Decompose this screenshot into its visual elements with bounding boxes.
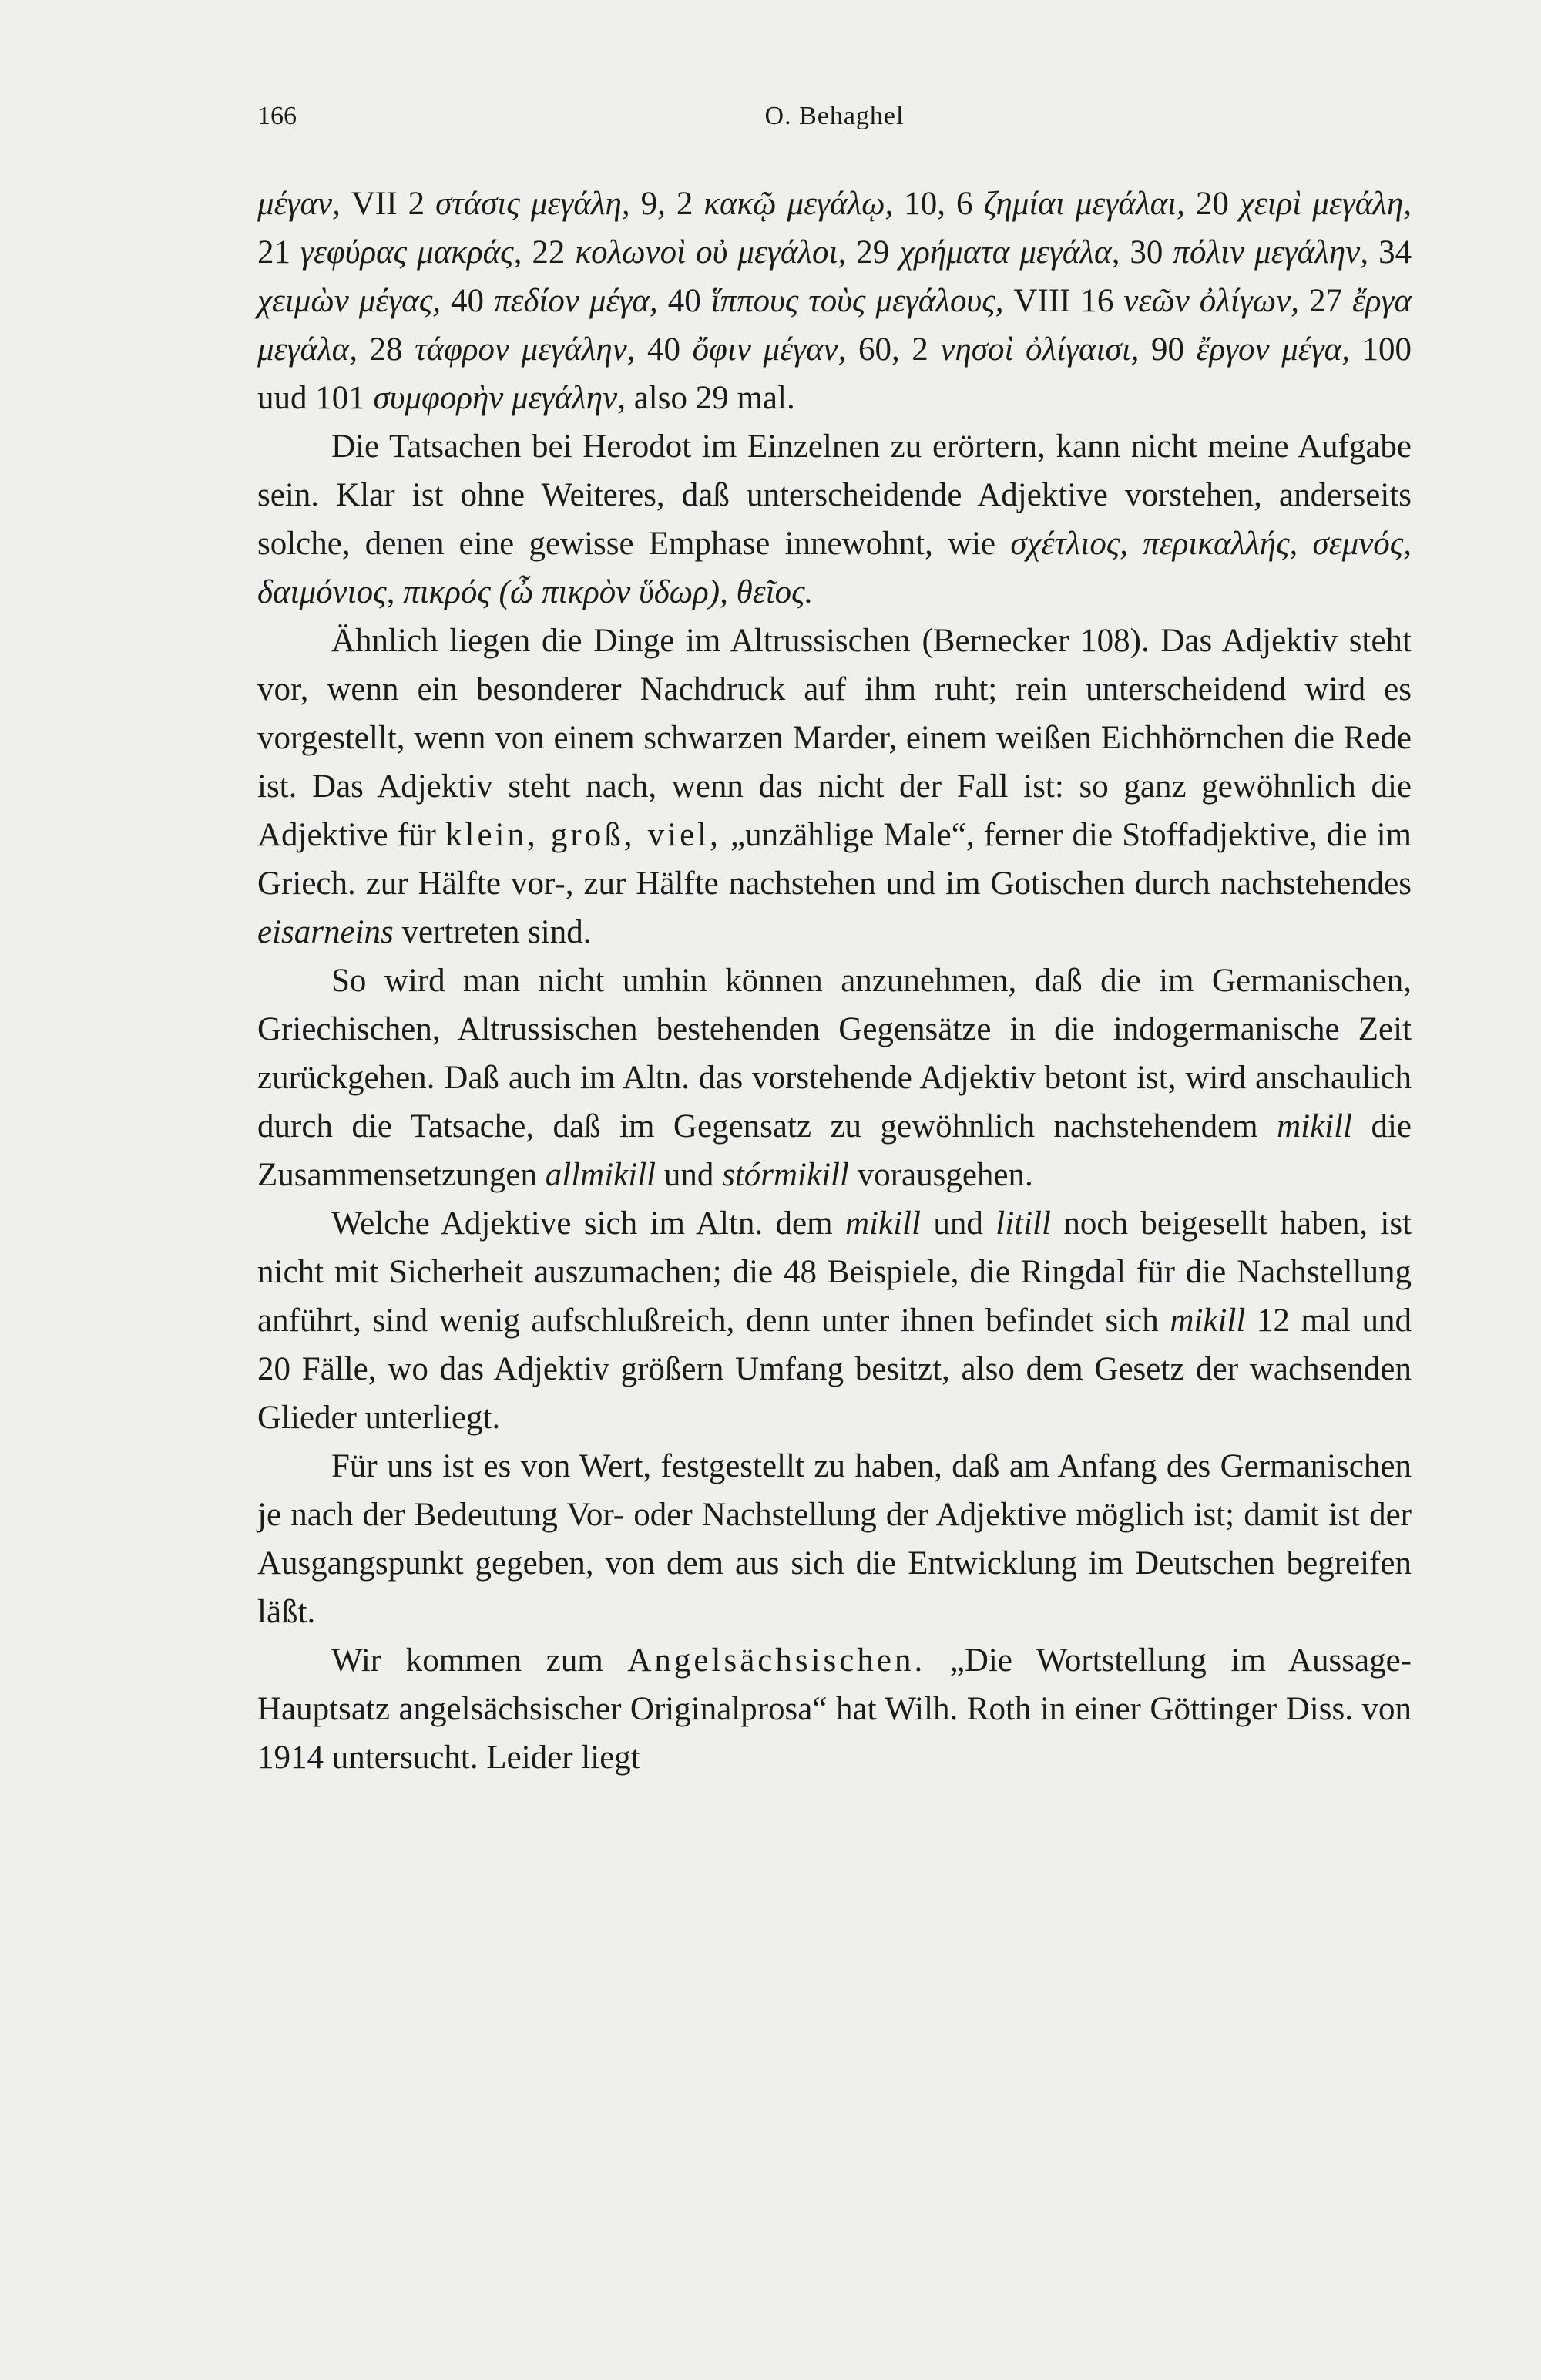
- greek-phrase: χρήματα μεγάλα,: [899, 234, 1120, 271]
- paragraph-text: die Zusammensetzungen: [257, 1108, 1412, 1193]
- reference: 40: [441, 283, 494, 319]
- italic-term: allmikill: [545, 1157, 656, 1193]
- reference: 29: [846, 234, 900, 271]
- greek-phrase: σχέτλιος, περικαλλής, σεμνός, δαιμόνιος, πικρός (ὦ πικρὸν ὕδωρ), θεῖος.: [257, 526, 1412, 610]
- reference: 30: [1120, 234, 1173, 271]
- paragraph-text: und: [656, 1157, 723, 1193]
- greek-phrase: ὄφιν μέγαν,: [692, 331, 847, 368]
- paragraph-text: Wir kommen zum: [331, 1642, 628, 1679]
- paragraph-text: „unzählige Male“, ferner die Stoffadjektive, die im Griech. zur Hälfte vor-, zur Hälfte nachstehen und im Gotischen durch nachstehendes: [257, 817, 1412, 902]
- reference: 90: [1139, 331, 1197, 368]
- greek-phrase: χειρὶ μεγάλη,: [1239, 186, 1412, 222]
- paragraph-text: Die Tatsachen bei Herodot im Einzelnen zu erörtern, kann nicht meine Aufgabe sein. Klar ist ohne Weiteres, daß unterscheidende Adjektive vorstehen, anderseits solche, denen eine gewisse Emphase innewohnt, wie: [257, 429, 1412, 562]
- paragraph-text: und: [920, 1205, 996, 1242]
- running-head: O. Behaghel: [764, 102, 905, 130]
- italic-term: mikill: [1277, 1108, 1352, 1145]
- paragraph-altrussisch: [257, 617, 1412, 956]
- greek-phrase: συμφορὴν μεγάλην,: [373, 380, 626, 416]
- paragraph-text: Welche Adjektive sich im Altn. dem: [331, 1205, 845, 1242]
- greek-phrase: ἔργα μεγάλα,: [257, 283, 1412, 368]
- greek-phrase: κακῷ μεγάλῳ,: [703, 186, 894, 222]
- greek-phrase: πόλιν μεγάλην,: [1173, 234, 1369, 271]
- paragraph-text: vorausgehen.: [848, 1157, 1033, 1193]
- paragraph-text: So wird man nicht umhin können anzunehmen, daß die im Germanischen, Griechischen, Altrussischen bestehenden Gegensätze in die indogermanische Zeit zurückgehen. Daß auch im Altn. das vorstehende Adjektiv betont ist, wird anschaulich durch die Tatsache, daß im Gegensatz zu gewöhnlich nachstehendem: [257, 963, 1412, 1145]
- greek-phrase: ζημίαι μεγάλαι,: [983, 186, 1185, 222]
- greek-phrase: μέγαν,: [257, 186, 341, 222]
- reference: 100 uud 101: [257, 331, 1412, 416]
- reference: 27: [1299, 283, 1352, 319]
- greek-phrase: ἔργον μέγα,: [1196, 331, 1350, 368]
- page-header: [257, 102, 1412, 148]
- reference: 21: [257, 234, 301, 271]
- paragraph-text: Ähnlich liegen die Dinge im Altrussischen (Bernecker 108). Das Adjektiv steht vor, wenn ein besonderer Nachdruck auf ihm ruht; rein unterscheidend wird es vorgestellt, wenn von einem schwarzen Marder, einem weißen Eichhörnchen die Rede ist. Das Adjektiv steht nach, wenn das nicht der Fall ist: so ganz gewöhnlich die Adjektive für: [257, 623, 1412, 853]
- paragraph-herodot: [257, 422, 1412, 617]
- spaced-emphasis: klein, groß, viel,: [445, 817, 721, 853]
- paragraph-altnordisch: [257, 1199, 1412, 1442]
- greek-phrase: κολωνοὶ οὐ μεγάλοι,: [575, 234, 847, 271]
- paragraph-indogermanisch: [257, 956, 1412, 1199]
- greek-phrase: νησοὶ ὀλίγαισι,: [940, 331, 1140, 368]
- reference: 40: [635, 331, 693, 368]
- greek-phrase: στάσις μεγάλη,: [435, 186, 630, 222]
- paragraph-text: vertreten sind.: [393, 914, 592, 950]
- italic-term: stórmikill: [722, 1157, 849, 1193]
- reference: 20: [1184, 186, 1240, 222]
- italic-term: eisarneins: [257, 914, 394, 950]
- reference: 34: [1368, 234, 1412, 271]
- paragraph-text: Für uns ist es von Wert, festgestellt zu haben, daß am Anfang des Germanischen je nach der Bedeutung Vor- oder Nachstellung der Adjektive möglich ist; damit ist der Ausgangspunkt gegeben, von dem aus sich die Entwicklung im Deutschen begreifen läßt.: [257, 1448, 1412, 1630]
- reference: 28: [358, 331, 415, 368]
- paragraph-greek-examples: [257, 180, 1412, 422]
- reference: 40: [657, 283, 711, 319]
- reference: 10, 6: [893, 186, 984, 222]
- italic-term: litill: [995, 1205, 1051, 1242]
- italic-term: mikill: [845, 1205, 921, 1242]
- paragraph-text: „Die Wortstellung im Aussage-Hauptsatz angelsächsischer Originalprosa“ hat Wilh. Roth in einer Göttinger Diss. von 1914 untersucht. Leider liegt: [257, 1642, 1412, 1776]
- spaced-emphasis: Angelsächsischen.: [627, 1642, 926, 1679]
- greek-phrase: γεφύρας μακράς,: [300, 234, 522, 271]
- reference: VII 2: [340, 186, 436, 222]
- reference: also 29 mal.: [625, 380, 795, 416]
- greek-phrase: χειμὼν μέγας,: [257, 283, 441, 319]
- body-text: [257, 180, 1412, 1782]
- paragraph-text: 12 mal und 20 Fälle, wo das Adjektiv größern Umfang besitzt, also dem Gesetz der wachsenden Glieder unterliegt.: [257, 1303, 1412, 1436]
- greek-phrase: πεδίον μέγα,: [493, 283, 658, 319]
- paragraph-angelsaechsisch: [257, 1636, 1412, 1782]
- italic-term: mikill: [1170, 1303, 1246, 1339]
- reference: 9, 2: [629, 186, 704, 222]
- reference: 22: [522, 234, 576, 271]
- page-number: 166: [257, 102, 297, 130]
- paragraph-text: noch beigesellt haben, ist nicht mit Sicherheit auszumachen; die 48 Beispiele, die Ringdal für die Nachstellung anführt, sind wenig aufschlußreich, denn unter ihnen befindet sich: [257, 1205, 1412, 1339]
- greek-phrase: νεῶν ὀλίγων,: [1123, 283, 1300, 319]
- reference: 60, 2: [846, 331, 941, 368]
- paragraph-germanisch: [257, 1442, 1412, 1636]
- greek-phrase: ἵππους τοὺς μεγάλους,: [710, 283, 1004, 319]
- greek-phrase: τάφρον μεγάλην,: [415, 331, 636, 368]
- reference: VIII 16: [1003, 283, 1124, 319]
